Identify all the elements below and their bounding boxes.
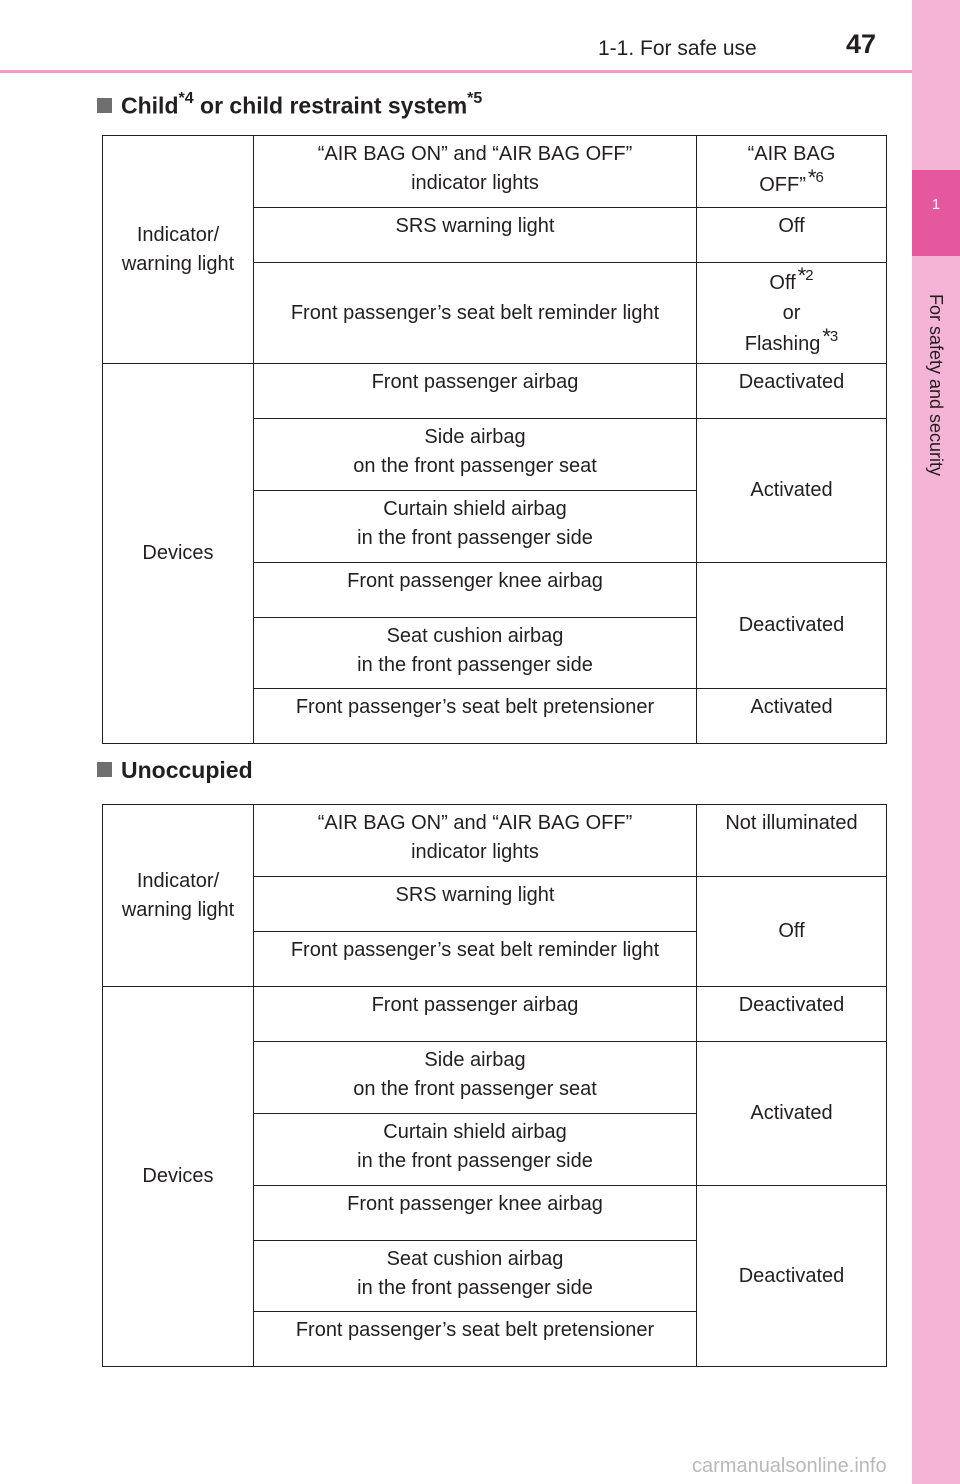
value-cell: Activated: [697, 1042, 887, 1186]
item-cell: Side airbag on the front passenger seat: [254, 1042, 697, 1114]
footnote-ref: *4: [178, 90, 194, 107]
value-cell: Not illuminated: [697, 805, 887, 877]
category-cell-devices: Devices: [103, 987, 254, 1367]
item-cell: Front passenger’s seat belt reminder light: [254, 263, 697, 364]
category-cell-indicator: Indicator/ warning light: [103, 136, 254, 364]
heading-bullet-square: [97, 98, 112, 113]
item-cell: Seat cushion airbag in the front passenger side: [254, 618, 697, 689]
value-cell: Activated: [697, 419, 887, 563]
footnote-number: 2: [805, 267, 814, 284]
header-rule: [0, 70, 912, 73]
footnote-star: *: [806, 165, 816, 190]
table-row: [103, 987, 887, 1042]
item-cell: Side airbag on the front passenger seat: [254, 419, 697, 491]
item-cell: SRS warning light: [254, 877, 697, 932]
item-cell: Front passenger airbag: [254, 364, 697, 419]
heading-text-restraint: or child restraint system: [193, 92, 468, 119]
footnote-number: 3: [829, 328, 839, 345]
item-cell: Front passenger’s seat belt pretensioner: [254, 689, 697, 744]
footnote-star: *: [796, 263, 806, 288]
site-watermark: carmanualsonline.info: [692, 1455, 887, 1477]
value-cell: “AIR BAG OFF”*$^6$: [697, 136, 887, 208]
value-cell: Off: [697, 208, 887, 263]
item-cell: Front passenger’s seat belt pretensioner: [254, 1312, 697, 1367]
value-cell: Deactivated: [697, 1186, 887, 1367]
item-cell: “AIR BAG ON” and “AIR BAG OFF” indicator lights: [254, 136, 697, 208]
unoccupied-table: [102, 804, 887, 1367]
item-cell: Front passenger knee airbag: [254, 563, 697, 618]
value-cell: Deactivated: [697, 563, 887, 689]
item-cell: Front passenger’s seat belt reminder light: [254, 932, 697, 987]
table-row: [103, 364, 887, 419]
heading-text-child: Child: [121, 92, 179, 119]
footnote-ref: *5: [467, 90, 483, 107]
chapter-title: For safety and security: [926, 293, 946, 477]
value-cell: Deactivated: [697, 987, 887, 1042]
value-cell: Deactivated: [697, 364, 887, 419]
heading-bullet-square: [97, 762, 112, 777]
table-row: [103, 136, 887, 208]
item-cell: Curtain shield airbag in the front passenger side: [254, 1114, 697, 1186]
item-cell: Front passenger airbag: [254, 987, 697, 1042]
heading-text-unoccupied: Unoccupied: [121, 757, 253, 783]
chapter-number: 1: [912, 170, 960, 256]
section-heading-child: [97, 86, 482, 121]
section-heading-unoccupied: [97, 755, 253, 785]
item-cell: “AIR BAG ON” and “AIR BAG OFF” indicator lights: [254, 805, 697, 877]
footnote-number: 6: [815, 169, 824, 186]
section-reference: 1-1. For safe use: [598, 37, 757, 60]
item-cell: Front passenger knee airbag: [254, 1186, 697, 1241]
child-restraint-table: [102, 135, 887, 744]
item-cell: Seat cushion airbag in the front passenger side: [254, 1241, 697, 1312]
item-cell: SRS warning light: [254, 208, 697, 263]
value-cell: Off*$^2$ or Flashing*$^3$: [697, 263, 887, 364]
table-row: [103, 805, 887, 877]
category-cell-indicator: Indicator/ warning light: [103, 805, 254, 987]
category-cell-devices: Devices: [103, 364, 254, 744]
value-cell: Off: [697, 877, 887, 987]
value-cell: Activated: [697, 689, 887, 744]
item-cell: Curtain shield airbag in the front passenger side: [254, 491, 697, 563]
page-number: 47: [846, 29, 877, 59]
footnote-star: *: [821, 324, 830, 349]
